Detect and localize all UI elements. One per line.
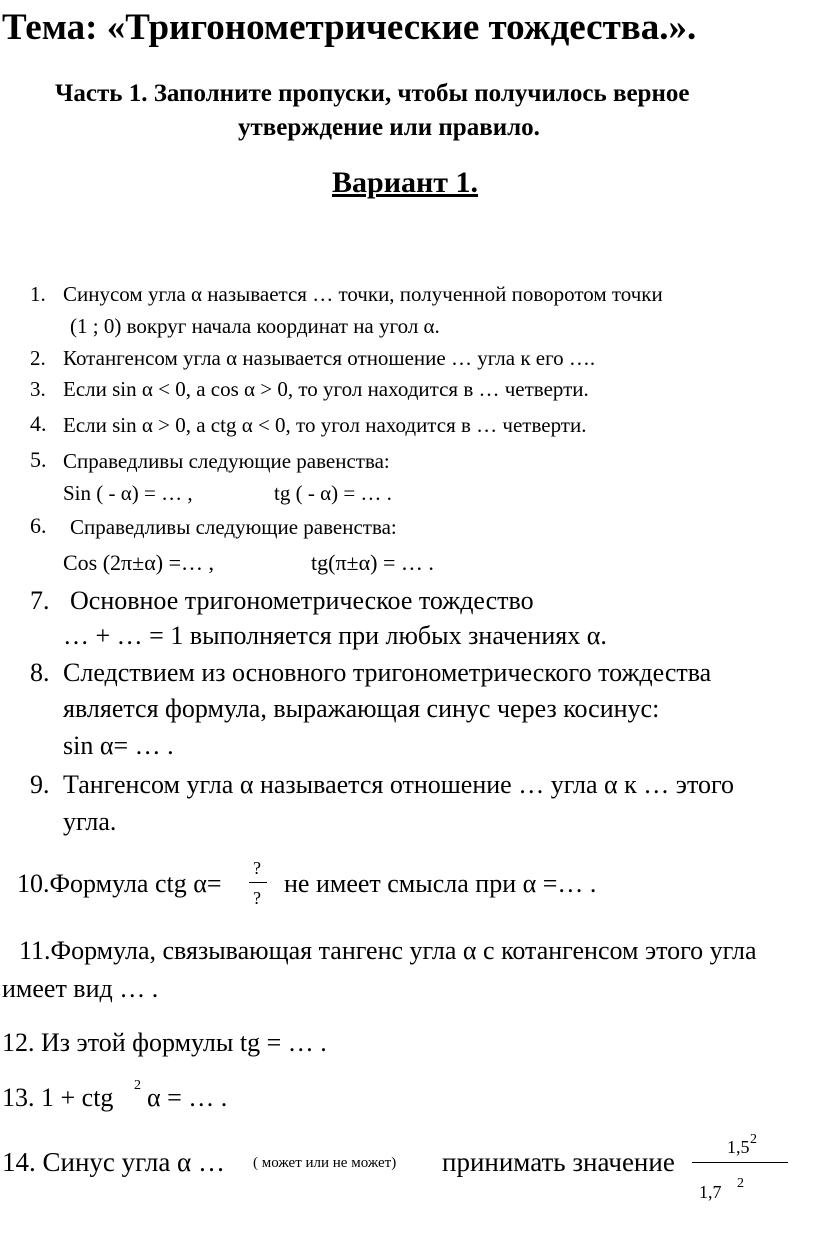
item-5-line1: Справедливы следующие равенства: — [63, 449, 390, 473]
item-14-fraction-bar — [692, 1162, 788, 1163]
item-6-line1: Справедливы следующие равенства: — [70, 515, 397, 539]
item-6-equation-cos: Cos (2π±α) =… , — [63, 550, 215, 575]
item-13-tail: α = … . — [147, 1083, 228, 1112]
item-13-lead: 13. 1 + ctg — [2, 1083, 114, 1112]
item-4-number: 4. — [30, 411, 47, 436]
item-5-number: 5. — [30, 447, 47, 472]
item-7-line2: … + … = 1 выполняется при любых значениях α. — [63, 621, 607, 650]
item-4-line1: Если sin α > 0, а ctg α < 0, то угол находится в … четверти. — [63, 413, 587, 437]
item-5-equation-tg: tg ( - α) = … . — [274, 481, 392, 505]
item-1-number: 1. — [30, 282, 46, 306]
item-12-line1: 12. Из этой формулы tg = … . — [2, 1028, 327, 1057]
item-8-line2: является формула, выражающая синус через косинус: — [63, 694, 660, 723]
item-14-tail: принимать значение — [442, 1147, 675, 1177]
item-9-line2: угла. — [63, 807, 117, 836]
item-14-lead: 14. Синус угла α … — [2, 1147, 225, 1177]
variant-heading: Вариант 1. — [332, 166, 479, 199]
item-10-lead: 10.Формула ctg α= — [17, 869, 222, 898]
item-14-fraction-denominator: 1,7 — [699, 1182, 722, 1202]
item-10-fraction-numerator: ? — [253, 858, 261, 878]
item-8-line1: Следствием из основного тригонометрического тождества — [63, 658, 712, 687]
item-5-equation-sin: Sin ( - α) = … , — [63, 481, 193, 505]
item-1-line1: Синусом угла α называется … точки, полученной поворотом точки — [63, 282, 663, 306]
item-1-line2: (1 ; 0) вокруг начала координат на угол α. — [70, 314, 440, 338]
item-9-line1: Тангенсом угла α называется отношение … угла α к … этого — [63, 770, 734, 799]
part-instruction-line1: Часть 1. Заполните пропуски, чтобы получилось верное — [55, 80, 690, 107]
item-10-tail: не имеет смысла при α =… . — [284, 869, 597, 898]
item-11-line1: 11.Формула, связывающая тангенс угла α с котангенсом этого угла — [19, 936, 757, 965]
item-14-numerator-superscript: 2 — [750, 1132, 757, 1147]
item-14-parenthetical: ( может или не может) — [253, 1155, 397, 1171]
item-9-number: 9. — [30, 770, 50, 799]
item-6-equation-tg: tg(π±α) = … . — [311, 550, 434, 575]
page-title: Тема: «Тригонометрические тождества.». — [2, 7, 697, 48]
item-14-denominator-superscript: 2 — [737, 1176, 744, 1191]
item-2-number: 2. — [30, 346, 46, 370]
item-8-line3: sin α= … . — [63, 731, 174, 760]
item-6-number: 6. — [30, 513, 47, 538]
item-7-line1: Основное тригонометрическое тождество — [70, 586, 534, 615]
item-14-fraction-numerator: 1,5 — [727, 1137, 750, 1157]
item-7-number: 7. — [30, 586, 50, 615]
item-13-superscript: 2 — [134, 1078, 141, 1093]
item-3-number: 3. — [30, 377, 46, 401]
item-10-fraction-denominator: ? — [253, 888, 261, 908]
item-2-line1: Котангенсом угла α называется отношение … угла к его …. — [63, 346, 596, 370]
item-10-fraction-bar — [249, 882, 267, 883]
item-8-number: 8. — [30, 658, 50, 687]
item-3-line1: Если sin α < 0, а cos α > 0, то угол находится в … четверти. — [63, 377, 589, 401]
part-instruction-line2: утверждение или правило. — [238, 114, 540, 141]
item-11-line2: имеет вид … . — [2, 974, 159, 1003]
